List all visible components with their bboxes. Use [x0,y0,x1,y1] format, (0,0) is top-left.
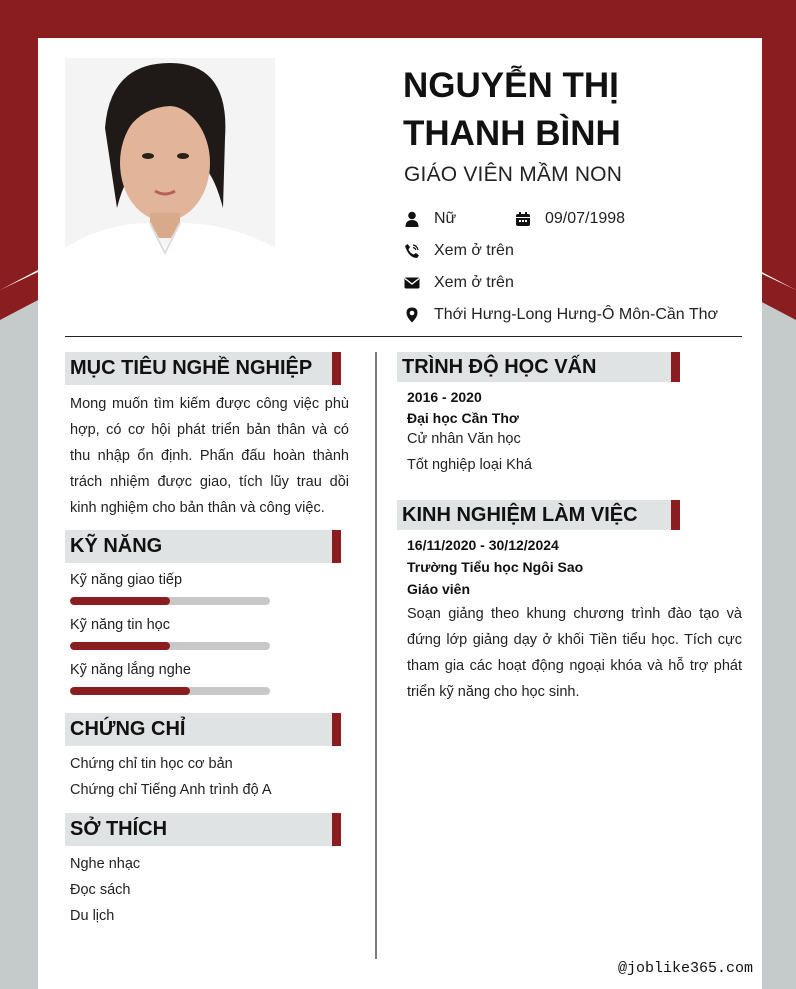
heading-accent-bar [332,713,341,746]
objective-heading [65,352,341,385]
experience-heading [397,500,680,530]
objective-title: MỤC TIÊU NGHỀ NGHIỆP [70,357,313,379]
phone-value: Xem ở trên [434,242,514,259]
dob-value: 09/07/1998 [545,210,626,227]
heading-accent-bar [332,813,341,846]
certificate-item: Chứng chỉ Tiếng Anh trình độ A [70,782,272,798]
phone-row [404,242,514,260]
header-divider [65,336,742,337]
skill-bar [70,687,270,695]
email-row [404,274,514,292]
user-icon [404,211,420,227]
column-divider [375,352,377,959]
calendar-icon [515,211,531,227]
education-title: TRÌNH ĐỘ HỌC VẤN [402,355,597,378]
skills-title: KỸ NĂNG [70,535,163,557]
skill-item [70,617,349,650]
certificates-heading [65,713,341,746]
skill-name: Kỹ năng tin học [70,617,170,633]
objective-text: Mong muốn tìm kiếm được công việc phù hợp, có cơ hội phát triển bản thân và có thu nhập ổn định. Phấn đấu hoàn thành trách nhiệm được giao, tích lũy trau dồi kinh nghiệm cho bản thân và công việc. [70,396,349,516]
skill-item [70,572,349,605]
skill-bar-fill [70,642,170,650]
heading-accent-bar [671,500,680,530]
skill-bar [70,642,270,650]
skill-name: Kỹ năng giao tiếp [70,572,183,588]
hobby-item: Nghe nhạc [70,856,141,872]
experience-company: Trường Tiểu học Ngôi Sao [407,559,584,575]
certificates-title: CHỨNG CHỈ [70,718,186,740]
map-pin-icon [404,307,420,323]
hobby-item: Đọc sách [70,882,131,898]
skill-bar-fill [70,597,170,605]
skills-heading [65,530,341,563]
hobbies-list [70,851,349,929]
education-school: Đại học Cần Thơ [407,410,519,426]
heading-accent-bar [332,352,341,385]
education-grade: Tốt nghiệp loại Khá [407,457,532,473]
certificates-list [70,751,349,803]
education-entry [407,389,742,478]
skill-name: Kỹ năng lắng nghe [70,662,191,678]
skill-bar-fill [70,687,190,695]
education-period: 2016 - 2020 [407,389,482,405]
experience-role: Giáo viên [407,581,471,597]
heading-accent-bar [332,530,341,563]
education-heading [397,352,680,382]
name-line-2: THANH BÌNH [403,114,621,153]
skill-bar [70,597,270,605]
experience-period: 16/11/2020 - 30/12/2024 [407,537,559,553]
heading-accent-bar [671,352,680,382]
experience-title: KINH NGHIỆM LÀM VIỆC [402,503,638,526]
hobbies-heading [65,813,341,846]
hobbies-title: SỞ THÍCH [70,818,168,840]
hobby-item: Du lịch [70,908,115,924]
experience-description: Soạn giảng theo khung chương trình đào tạo và đứng lớp giảng dạy ở khối Tiền tiểu học. Tích cực tham gia các hoạt động ngoại khóa và hỗ trợ phát triển kỹ năng cho học sinh. [407,606,742,700]
experience-entry [407,537,742,705]
address-row [404,306,718,324]
skill-item [70,662,349,695]
education-degree: Cử nhân Văn học [407,431,521,447]
gender-value: Nữ [434,210,457,227]
job-title: GIÁO VIÊN MẦM NON [404,163,623,186]
envelope-icon [404,275,420,291]
candidate-name [403,62,743,158]
gender-row [404,210,456,228]
name-line-1: NGUYỄN THỊ [403,66,619,105]
watermark: @joblike365.com [617,960,753,977]
phone-icon [404,243,420,259]
dob-row [515,210,625,228]
profile-photo [65,58,275,267]
address-value: Thới Hưng-Long Hưng-Ô Môn-Cần Thơ [434,306,718,323]
email-value: Xem ở trên [434,274,514,291]
certificate-item: Chứng chỉ tin học cơ bản [70,756,233,772]
